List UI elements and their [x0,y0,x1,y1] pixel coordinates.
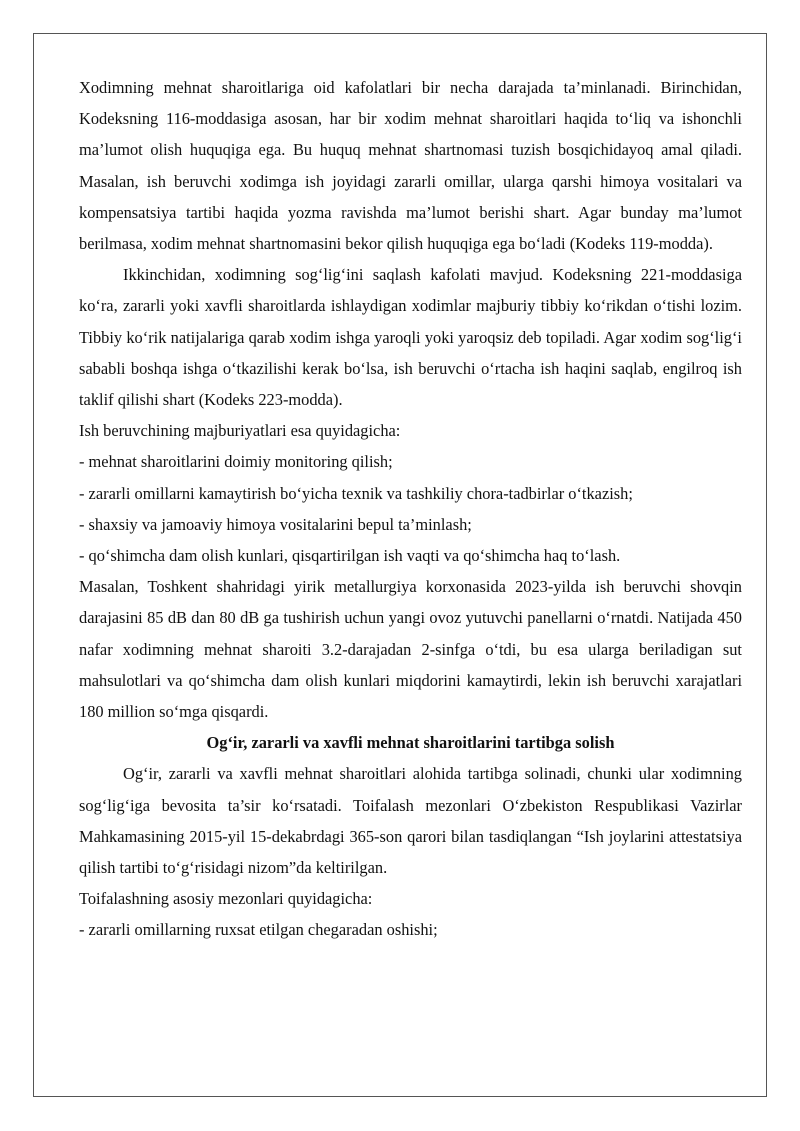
paragraph: Masalan, Toshkent shahridagi yirik metallurgiya korxonasida 2023-yilda ish beruvchi shovqin darajasini 85 dB dan 80 dB ga tushirish uchun yangi ovoz yutuvchi panellarni o‘rnatdi. Natijada 450 nafar xodimning mehnat sharoiti 3.2-darajadan 2-sinfga o‘tdi, bu esa ularga beriladigan sut mahsulotlari va qo‘shimcha dam olish kunlari miqdorini kamaytirdi, lekin ish beruvchi xarajatlari 180 million so‘mga qisqardi. [79,577,742,722]
document-body [79,72,742,946]
list-intro: Ish beruvchining majburiyatlari esa quyidagicha: [79,421,401,441]
section-heading: Og‘ir, zararli va xavfli mehnat sharoitlarini tartibga solish [206,733,615,753]
list-item: - shaxsiy va jamoaviy himoya vositalarini bepul ta’minlash; [79,514,472,534]
list-item: - mehnat sharoitlarini doimiy monitoring qilish; [79,452,393,472]
paragraph: Og‘ir, zararli va xavfli mehnat sharoitlari alohida tartibga solinadi, chunki ular xodimning sog‘lig‘iga bevosita ta’sir ko‘rsatadi. Toifalash mezonlari O‘zbekiston Respublikasi Vazirlar Mahkamasining 2015-yil 15-dekabrdagi 365-son qarori bilan tasdiqlangan “Ish joylarini attestatsiya qilish tartibi to‘g‘risidagi nizom”da keltirilgan. [79,764,742,878]
list-intro: Toifalashning asosiy mezonlari quyidagicha: [79,889,373,909]
list-item: - zararli omillarni kamaytirish bo‘yicha texnik va tashkiliy chora-tadbirlar o‘tkazish; [79,483,633,503]
list-item: - zararli omillarning ruxsat etilgan chegaradan oshishi; [79,920,438,940]
list-item: - qo‘shimcha dam olish kunlari, qisqartirilgan ish vaqti va qo‘shimcha haq to‘lash. [79,546,621,566]
paragraph: Xodimning mehnat sharoitlariga oid kafolatlari bir necha darajada ta’minlanadi. Birinchidan, Kodeksning 116-moddasiga asosan, har bir xodim mehnat sharoitlari haqida to‘liq va ishonchli ma’lumot olish huquqiga ega. Bu huquq mehnat shartnomasi tuzish bosqichidayoq amal qiladi. Masalan, ish beruvchi xodimga ish joyidagi zararli omillar, ularga qarshi himoya vositalari va kompensatsiya tartibi haqida yozma ravishda ma’lumot berishi shart. Agar bunday ma’lumot berilmasa, xodim mehnat shartnomasini bekor qilish huquqiga ega bo‘ladi (Kodeks 119-modda). [79,78,742,254]
paragraph: Ikkinchidan, xodimning sog‘lig‘ini saqlash kafolati mavjud. Kodeksning 221-moddasiga ko‘ra, zararli yoki xavfli sharoitlarda ishlaydigan xodimlar majburiy tibbiy ko‘rikdan o‘tishi lozim. Tibbiy ko‘rik natijalariga qarab xodim ishga yaroqli yoki yaroqsiz deb topiladi. Agar xodim sog‘lig‘i sababli boshqa ishga o‘tkazilishi kerak bo‘lsa, ish beruvchi o‘rtacha ish haqini saqlab, engilroq ish taklif qilishi shart (Kodeks 223-modda). [79,265,742,410]
